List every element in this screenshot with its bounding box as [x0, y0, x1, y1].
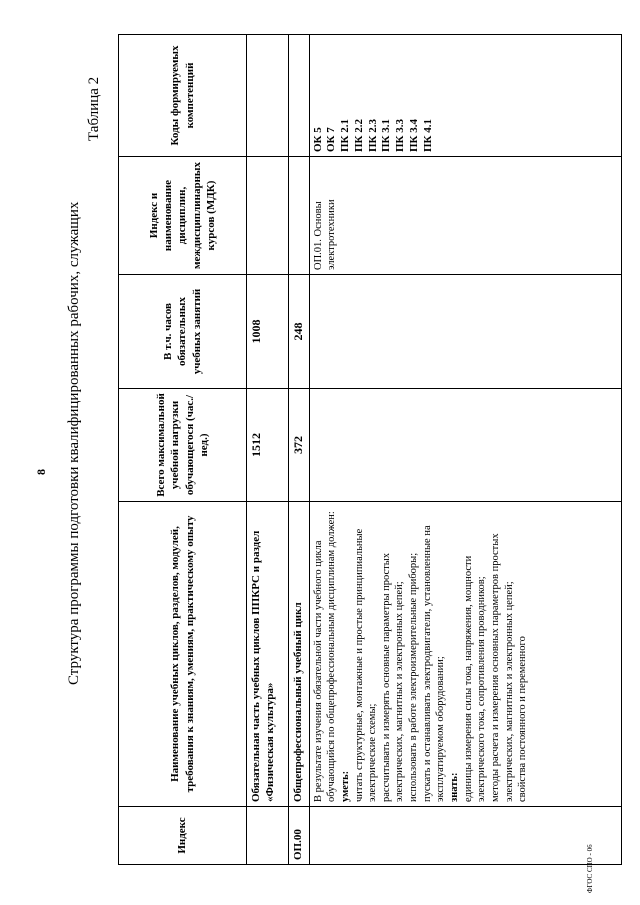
op00-name: Общепрофессиональный учебный цикл [289, 502, 310, 807]
competence-code: ОК 7 [325, 127, 338, 152]
table-header-row [119, 35, 247, 865]
obligatory-mandatory: 1008 [247, 275, 289, 389]
op00-index: ОП.00 [289, 807, 310, 865]
obligatory-total: 1512 [247, 389, 289, 502]
table-row [309, 35, 621, 865]
op00-mandatory: 248 [289, 275, 310, 389]
competence-code: ПК 3.1 [380, 118, 393, 152]
competence-code: ПК 3.4 [407, 118, 420, 152]
header-discipline: Индекс и наименование дисциплин, междисциплинарных курсов (МДК) [119, 157, 247, 275]
header-total: Всего максимальной учебной нагрузки обучающегося (час./нед.) [119, 389, 247, 502]
competence-code: ОК 5 [311, 127, 324, 152]
znat-label: знать: [449, 772, 460, 802]
op00-discipline-cell [289, 157, 310, 275]
umet-item: пускать и останавливать электродвигатели, установленные на эксплуатируемом оборудовании; [421, 525, 447, 802]
op01-intro: В результате изучения обязательной части учебного цикла обучающийся по общепрофессиональным дисциплинам должен: [312, 511, 338, 802]
footer-standard: ФГОС СПО - 06 [586, 844, 594, 893]
structure-table [118, 34, 622, 865]
header-mandatory: В т.ч. часов обязательных учебных занятий [119, 275, 247, 389]
op01-discipline: ОП.01. Основы электротехники [309, 157, 621, 275]
op01-total-cell [309, 389, 621, 502]
page-number: 8 [34, 469, 48, 475]
table-label: Таблица 2 [86, 76, 102, 141]
header-name: Наименование учебных циклов, разделов, модулей, требования к знаниям, умениям, практическому опыту [119, 502, 247, 807]
obligatory-name: Обязательная часть учебных циклов ППКРС и раздел «Физическая культура» [247, 502, 289, 807]
umet-item: читать структурные, монтажные и простые принципиальные электрические схемы; [353, 528, 379, 802]
obligatory-codes-cell [247, 35, 289, 157]
op00-codes-cell [289, 35, 310, 157]
obligatory-index-cell [247, 807, 289, 865]
znat-item: свойства постоянного и переменного [517, 636, 529, 802]
table-row [289, 35, 310, 865]
competence-code: ПК 4.1 [421, 118, 434, 152]
znat-item: единицы измерения силы тока, напряжения, мощности электрического тока, сопротивления проводников; [462, 555, 488, 802]
umet-item: рассчитывать и измерять основные параметры простых электрических, магнитных и электронных цепей; [380, 552, 406, 802]
op01-requirements [309, 502, 621, 807]
op01-mandatory-cell [309, 275, 621, 389]
competence-code: ПК 3.3 [394, 118, 407, 152]
umet-label: уметь: [339, 770, 351, 802]
op01-codes [309, 35, 621, 157]
obligatory-discipline-cell [247, 157, 289, 275]
table-row [247, 35, 289, 865]
header-codes: Коды формируемых компетенций [119, 35, 247, 157]
header-index: Индекс [119, 807, 247, 865]
umet-item: использовать в работе электроизмерительные приборы; [408, 552, 420, 802]
competence-code: ПК 2.3 [366, 118, 379, 152]
document-title: Структура программы подготовки квалифицированных рабочих, служащих [66, 201, 82, 685]
op00-total: 372 [289, 389, 310, 502]
znat-item: методы расчета и измерения основных параметров простых электрических, магнитных и электронных цепей; [489, 533, 515, 802]
competence-code: ПК 2.2 [352, 118, 365, 152]
competence-code: ПК 2.1 [339, 118, 352, 152]
op01-index-cell [309, 807, 621, 865]
